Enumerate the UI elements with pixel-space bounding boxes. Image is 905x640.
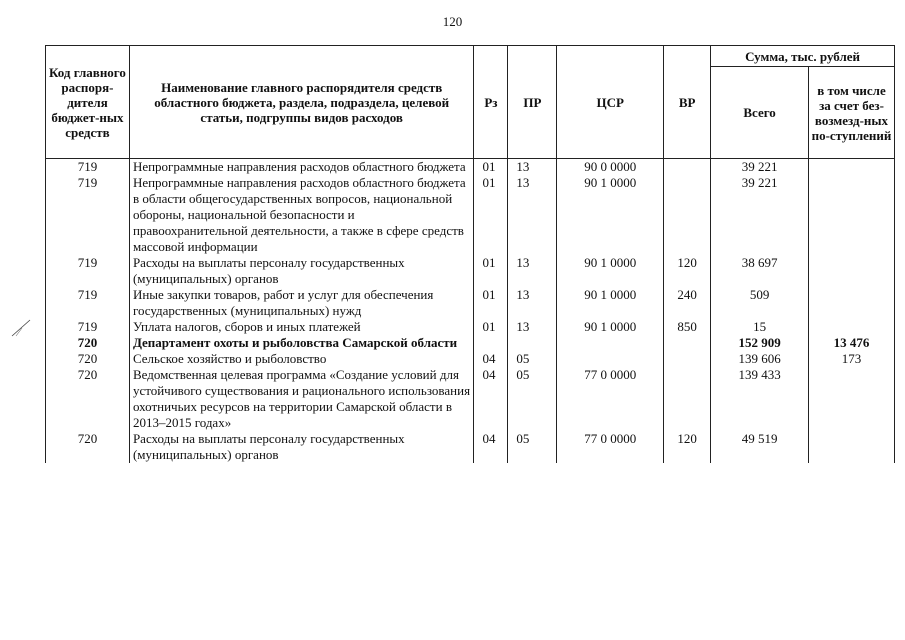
cell-name: Уплата налогов, сборов и иных платежей xyxy=(129,319,474,335)
cell-vr: 120 xyxy=(664,431,711,463)
table-header xyxy=(46,46,895,159)
cell-pr: 05 xyxy=(508,431,557,463)
cell-csr xyxy=(557,335,664,351)
table-row xyxy=(46,175,895,255)
table-row xyxy=(46,287,895,319)
cell-free xyxy=(809,319,895,335)
cell-free: 13 476 xyxy=(809,335,895,351)
cell-total: 39 221 xyxy=(711,175,809,255)
cell-pr: 13 xyxy=(508,159,557,176)
cell-name: Непрограммные направления расходов областного бюджета в области общегосударственных вопросов, национальной обороны, национальной безопасности и правоохранительной деятельности, а также в сфере средств массовой информации xyxy=(129,175,474,255)
budget-table xyxy=(45,45,895,463)
cell-name: Сельское хозяйство и рыболовство xyxy=(129,351,474,367)
cell-vr xyxy=(664,367,711,431)
cell-csr: 77 0 0000 xyxy=(557,431,664,463)
cell-name: Расходы на выплаты персоналу государственных (муниципальных) органов xyxy=(129,431,474,463)
cell-pr: 05 xyxy=(508,367,557,431)
cell-free xyxy=(809,367,895,431)
cell-total: 38 697 xyxy=(711,255,809,287)
header-vr: ВР xyxy=(664,46,711,159)
cell-code: 720 xyxy=(46,335,130,351)
cell-pr xyxy=(508,335,557,351)
cell-free xyxy=(809,431,895,463)
cell-csr: 90 0 0000 xyxy=(557,159,664,176)
cell-total: 139 433 xyxy=(711,367,809,431)
cell-csr: 90 1 0000 xyxy=(557,175,664,255)
cell-vr xyxy=(664,175,711,255)
cell-total: 139 606 xyxy=(711,351,809,367)
cell-pr: 05 xyxy=(508,351,557,367)
cell-code: 719 xyxy=(46,175,130,255)
cell-vr xyxy=(664,351,711,367)
cell-name: Непрограммные направления расходов областного бюджета xyxy=(129,159,474,176)
table-body xyxy=(46,159,895,464)
cell-code: 719 xyxy=(46,287,130,319)
cell-rz: 01 xyxy=(474,319,508,335)
header-name: Наименование главного распорядителя средств областного бюджета, раздела, подраздела, целевой статьи, подгруппы видов расходов xyxy=(129,46,474,159)
table-row xyxy=(46,319,895,335)
cell-rz: 01 xyxy=(474,287,508,319)
cell-code: 720 xyxy=(46,367,130,431)
header-rz: Рз xyxy=(474,46,508,159)
cell-csr xyxy=(557,351,664,367)
cell-vr xyxy=(664,335,711,351)
table-row xyxy=(46,431,895,463)
cell-rz: 04 xyxy=(474,367,508,431)
cell-name: Департамент охоты и рыболовства Самарской области xyxy=(129,335,474,351)
table-row xyxy=(46,159,895,176)
cell-csr: 90 1 0000 xyxy=(557,319,664,335)
header-free: в том числе за счет без-возмезд-ных по-ступлений xyxy=(809,67,895,159)
header-sum-group: Сумма, тыс. рублей xyxy=(711,46,895,67)
cell-name: Расходы на выплаты персоналу государственных (муниципальных) органов xyxy=(129,255,474,287)
cell-code: 719 xyxy=(46,319,130,335)
cell-pr: 13 xyxy=(508,175,557,255)
cell-rz: 01 xyxy=(474,175,508,255)
pen-mark xyxy=(10,316,32,338)
cell-csr: 90 1 0000 xyxy=(557,255,664,287)
header-total: Всего xyxy=(711,67,809,159)
cell-rz: 04 xyxy=(474,431,508,463)
cell-vr: 850 xyxy=(664,319,711,335)
cell-pr: 13 xyxy=(508,319,557,335)
table-row-department xyxy=(46,335,895,351)
cell-vr xyxy=(664,159,711,176)
cell-free xyxy=(809,255,895,287)
cell-name: Ведомственная целевая программа «Создание условий для устойчивого существования и рационального использования охотничьих ресурсов на территории Самарской области в 2013–2015 годах» xyxy=(129,367,474,431)
cell-rz xyxy=(474,335,508,351)
cell-rz: 01 xyxy=(474,159,508,176)
cell-rz: 04 xyxy=(474,351,508,367)
cell-total: 39 221 xyxy=(711,159,809,176)
cell-csr: 77 0 0000 xyxy=(557,367,664,431)
cell-name: Иные закупки товаров, работ и услуг для обеспечения государственных (муниципальных) нужд xyxy=(129,287,474,319)
cell-vr: 240 xyxy=(664,287,711,319)
cell-vr: 120 xyxy=(664,255,711,287)
cell-code: 719 xyxy=(46,159,130,176)
header-pr: ПР xyxy=(508,46,557,159)
cell-pr: 13 xyxy=(508,255,557,287)
table-row xyxy=(46,255,895,287)
cell-code: 719 xyxy=(46,255,130,287)
cell-free xyxy=(809,159,895,176)
cell-free: 173 xyxy=(809,351,895,367)
header-csr: ЦСР xyxy=(557,46,664,159)
cell-pr: 13 xyxy=(508,287,557,319)
table-row xyxy=(46,351,895,367)
cell-csr: 90 1 0000 xyxy=(557,287,664,319)
cell-code: 720 xyxy=(46,431,130,463)
header-code: Код главного распоря-дителя бюджет-ных средств xyxy=(46,46,130,159)
cell-total: 509 xyxy=(711,287,809,319)
cell-rz: 01 xyxy=(474,255,508,287)
cell-total: 152 909 xyxy=(711,335,809,351)
table-row xyxy=(46,367,895,431)
cell-free xyxy=(809,175,895,255)
cell-free xyxy=(809,287,895,319)
cell-total: 49 519 xyxy=(711,431,809,463)
page-number: 120 xyxy=(442,14,463,29)
cell-code: 720 xyxy=(46,351,130,367)
cell-total: 15 xyxy=(711,319,809,335)
